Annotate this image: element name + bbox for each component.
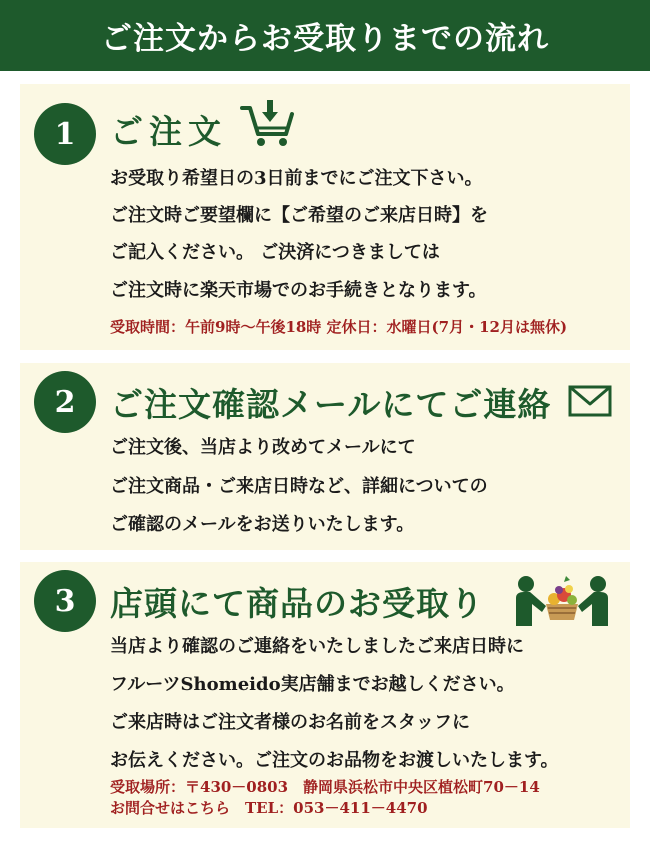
page-title: ご注文からお受取りまでの流れ bbox=[101, 21, 549, 57]
step-3-line-1: 当店より確認のご連絡をいたしましたご来店日時に bbox=[110, 636, 524, 657]
step-1-line-4: ご注文時に楽天市場でのお手続きとなります。 bbox=[110, 280, 487, 301]
step-1-line-1: お受取り希望日の3日前までにご注文下さい。 bbox=[110, 168, 483, 189]
step-1-card bbox=[20, 84, 630, 350]
step-1-title: ご注文 bbox=[110, 112, 227, 151]
step-3-note-address: 受取場所：〒430－0803 静岡県浜松市中央区植松町70－14 bbox=[110, 778, 540, 796]
step-3-number: 3 bbox=[34, 570, 96, 632]
step-1-line-3: ご記入ください。 ご決済につきましては bbox=[110, 242, 440, 263]
step-3-note-phone: お問合せはこちら TEL：053－411－4470 bbox=[110, 799, 428, 817]
step-2-title: ご注文確認メールにてご連絡 bbox=[110, 385, 552, 424]
step-3-line-2: フルーツShomeido実店舗までお越しください。 bbox=[110, 674, 515, 695]
step-3-card bbox=[20, 562, 630, 828]
handover-fruit-basket-icon bbox=[512, 568, 612, 628]
step-2-number: 2 bbox=[34, 371, 96, 433]
step-1-number: 1 bbox=[34, 103, 96, 165]
step-2-line-1: ご注文後、当店より改めてメールにて bbox=[110, 437, 416, 458]
step-1-line-2: ご注文時ご要望欄に【ご希望のご来店日時】を bbox=[110, 205, 488, 226]
step-2-line-3: ご確認のメールをお送りいたします。 bbox=[110, 514, 415, 535]
shopping-cart-download-icon bbox=[240, 98, 296, 150]
step-2-card bbox=[20, 363, 630, 550]
step-1-note-hours: 受取時間：午前9時～午後18時 定休日：水曜日(7月・12月は無休) bbox=[110, 318, 568, 336]
step-3-line-4: お伝えください。ご注文のお品物をお渡しいたします。 bbox=[110, 750, 559, 771]
step-2-line-2: ご注文商品・ご来店日時など、詳細についての bbox=[110, 476, 488, 497]
page-header bbox=[0, 0, 650, 71]
step-3-line-3: ご来店時はご注文者様のお名前をスタッフに bbox=[110, 712, 470, 733]
step-3-title: 店頭にて商品のお受取り bbox=[110, 584, 484, 623]
envelope-icon bbox=[568, 385, 612, 417]
